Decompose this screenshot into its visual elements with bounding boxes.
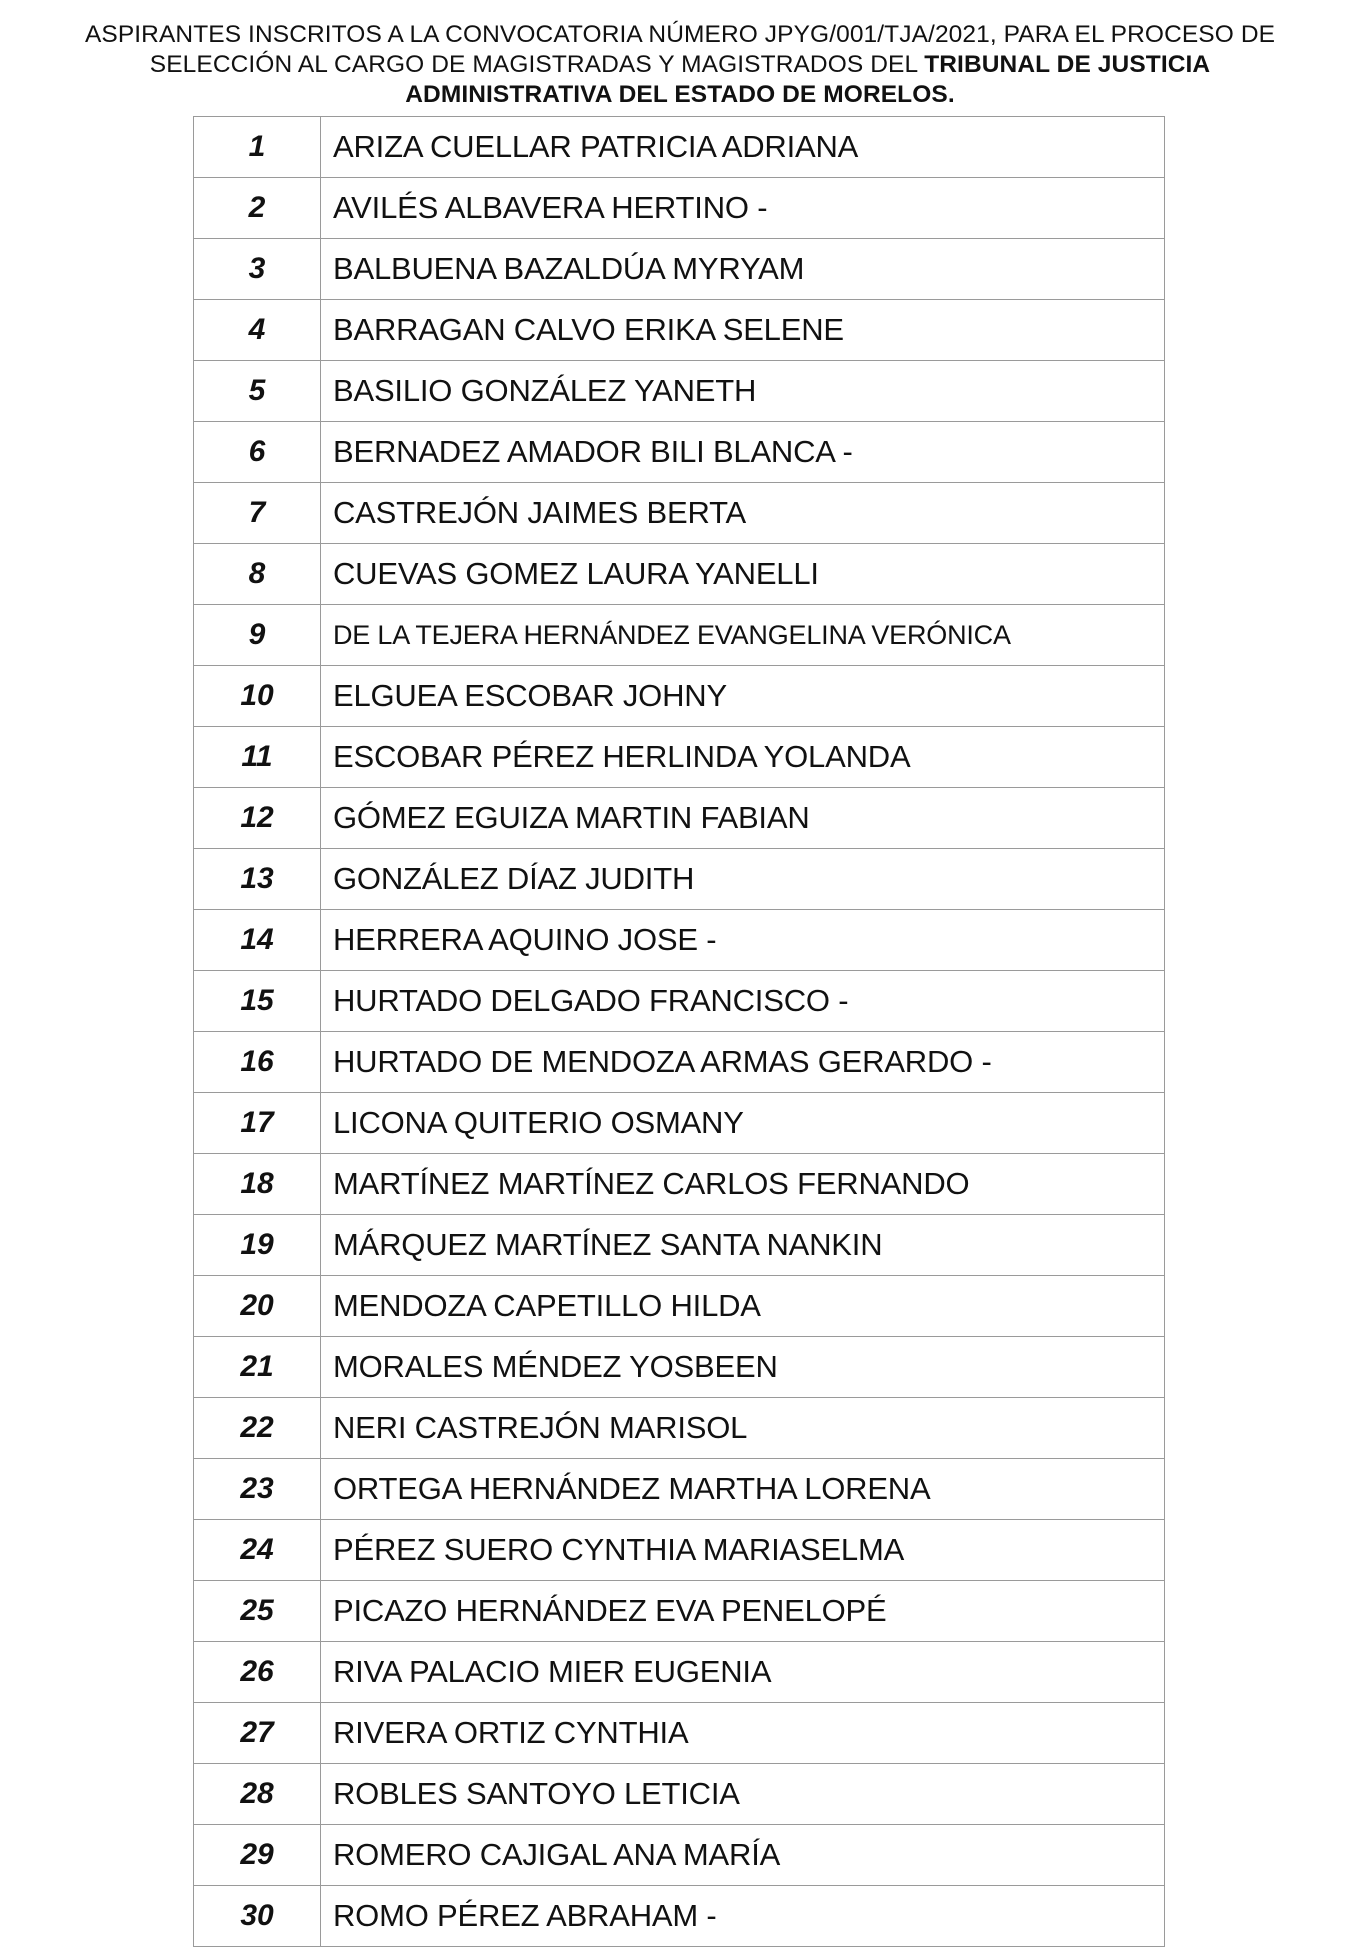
table-row: [194, 1764, 1165, 1825]
row-number: 18: [194, 1154, 321, 1215]
row-number: 11: [194, 727, 321, 788]
applicant-name: HURTADO DELGADO FRANCISCO -: [321, 971, 1165, 1032]
table-row: [194, 1337, 1165, 1398]
applicant-name: BASILIO GONZÁLEZ YANETH: [321, 361, 1165, 422]
applicants-table-body: [194, 117, 1165, 1947]
table-row: [194, 1459, 1165, 1520]
table-row: [194, 1642, 1165, 1703]
table-row: [194, 239, 1165, 300]
applicant-name: ROMERO CAJIGAL ANA MARÍA: [321, 1825, 1165, 1886]
table-row: [194, 1581, 1165, 1642]
applicant-name: PICAZO HERNÁNDEZ EVA PENELOPÉ: [321, 1581, 1165, 1642]
table-row: [194, 605, 1165, 666]
table-row: [194, 483, 1165, 544]
row-number: 5: [194, 361, 321, 422]
applicant-name: RIVA PALACIO MIER EUGENIA: [321, 1642, 1165, 1703]
applicant-name: BERNADEZ AMADOR BILI BLANCA -: [321, 422, 1165, 483]
row-number: 26: [194, 1642, 321, 1703]
table-row: [194, 544, 1165, 605]
row-number: 3: [194, 239, 321, 300]
table-row: [194, 788, 1165, 849]
row-number: 28: [194, 1764, 321, 1825]
row-number: 24: [194, 1520, 321, 1581]
row-number: 4: [194, 300, 321, 361]
row-number: 14: [194, 910, 321, 971]
heading-line-2: [0, 50, 1360, 80]
row-number: 21: [194, 1337, 321, 1398]
applicant-name: BALBUENA BAZALDÚA MYRYAM: [321, 239, 1165, 300]
applicant-name: ARIZA CUELLAR PATRICIA ADRIANA: [321, 117, 1165, 178]
applicant-name: MARTÍNEZ MARTÍNEZ CARLOS FERNANDO: [321, 1154, 1165, 1215]
applicants-table: [193, 116, 1165, 1947]
table-row: [194, 1154, 1165, 1215]
applicant-name: CASTREJÓN JAIMES BERTA: [321, 483, 1165, 544]
heading-line-3: [0, 80, 1360, 110]
row-number: 29: [194, 1825, 321, 1886]
applicant-name: ORTEGA HERNÁNDEZ MARTHA LORENA: [321, 1459, 1165, 1520]
table-row: [194, 1032, 1165, 1093]
row-number: 9: [194, 605, 321, 666]
table-row: [194, 1886, 1165, 1947]
row-number: 16: [194, 1032, 321, 1093]
applicant-name: ESCOBAR PÉREZ HERLINDA YOLANDA: [321, 727, 1165, 788]
row-number: 15: [194, 971, 321, 1032]
row-number: 13: [194, 849, 321, 910]
table-row: [194, 971, 1165, 1032]
applicant-name: DE LA TEJERA HERNÁNDEZ EVANGELINA VERÓNICA: [321, 605, 1165, 666]
applicant-name: GONZÁLEZ DÍAZ JUDITH: [321, 849, 1165, 910]
table-row: [194, 666, 1165, 727]
row-number: 6: [194, 422, 321, 483]
applicant-name: ROMO PÉREZ ABRAHAM -: [321, 1886, 1165, 1947]
row-number: 7: [194, 483, 321, 544]
row-number: 2: [194, 178, 321, 239]
table-row: [194, 1215, 1165, 1276]
row-number: 10: [194, 666, 321, 727]
table-row: [194, 1520, 1165, 1581]
applicant-name: MORALES MÉNDEZ YOSBEEN: [321, 1337, 1165, 1398]
table-row: [194, 422, 1165, 483]
row-number: 20: [194, 1276, 321, 1337]
row-number: 30: [194, 1886, 321, 1947]
table-row: [194, 849, 1165, 910]
applicant-name: HERRERA AQUINO JOSE -: [321, 910, 1165, 971]
heading-line-1: ASPIRANTES INSCRITOS A LA CONVOCATORIA NÚMERO JPYG/001/TJA/2021, PARA EL PROCESO DE: [84, 21, 1276, 48]
row-number: 17: [194, 1093, 321, 1154]
applicant-name: MÁRQUEZ MARTÍNEZ SANTA NANKIN: [321, 1215, 1165, 1276]
row-number: 22: [194, 1398, 321, 1459]
table-row: [194, 117, 1165, 178]
applicant-name: GÓMEZ EGUIZA MARTIN FABIAN: [321, 788, 1165, 849]
applicant-name: BARRAGAN CALVO ERIKA SELENE: [321, 300, 1165, 361]
heading-line-2-bold: TRIBUNAL DE JUSTICIA: [924, 51, 1211, 78]
row-number: 25: [194, 1581, 321, 1642]
row-number: 23: [194, 1459, 321, 1520]
document-heading: [0, 20, 1360, 110]
table-row: [194, 1276, 1165, 1337]
heading-line-2-plain: SELECCIÓN AL CARGO DE MAGISTRADAS Y MAGISTRADOS DEL: [149, 51, 925, 78]
table-row: [194, 300, 1165, 361]
row-number: 12: [194, 788, 321, 849]
table-row: [194, 1398, 1165, 1459]
applicant-name: PÉREZ SUERO CYNTHIA MARIASELMA: [321, 1520, 1165, 1581]
applicant-name: MENDOZA CAPETILLO HILDA: [321, 1276, 1165, 1337]
row-number: 1: [194, 117, 321, 178]
applicant-name: ELGUEA ESCOBAR JOHNY: [321, 666, 1165, 727]
applicant-name: NERI CASTREJÓN MARISOL: [321, 1398, 1165, 1459]
applicant-name: ROBLES SANTOYO LETICIA: [321, 1764, 1165, 1825]
row-number: 27: [194, 1703, 321, 1764]
table-row: [194, 727, 1165, 788]
applicant-name: HURTADO DE MENDOZA ARMAS GERARDO -: [321, 1032, 1165, 1093]
table-row: [194, 1825, 1165, 1886]
applicant-name: CUEVAS GOMEZ LAURA YANELLI: [321, 544, 1165, 605]
applicant-name: LICONA QUITERIO OSMANY: [321, 1093, 1165, 1154]
row-number: 19: [194, 1215, 321, 1276]
row-number: 8: [194, 544, 321, 605]
heading-line-3-bold: ADMINISTRATIVA DEL ESTADO DE MORELOS.: [405, 81, 955, 108]
table-row: [194, 1093, 1165, 1154]
applicant-name: AVILÉS ALBAVERA HERTINO -: [321, 178, 1165, 239]
table-row: [194, 910, 1165, 971]
table-row: [194, 361, 1165, 422]
table-row: [194, 178, 1165, 239]
applicant-name: RIVERA ORTIZ CYNTHIA: [321, 1703, 1165, 1764]
table-row: [194, 1703, 1165, 1764]
